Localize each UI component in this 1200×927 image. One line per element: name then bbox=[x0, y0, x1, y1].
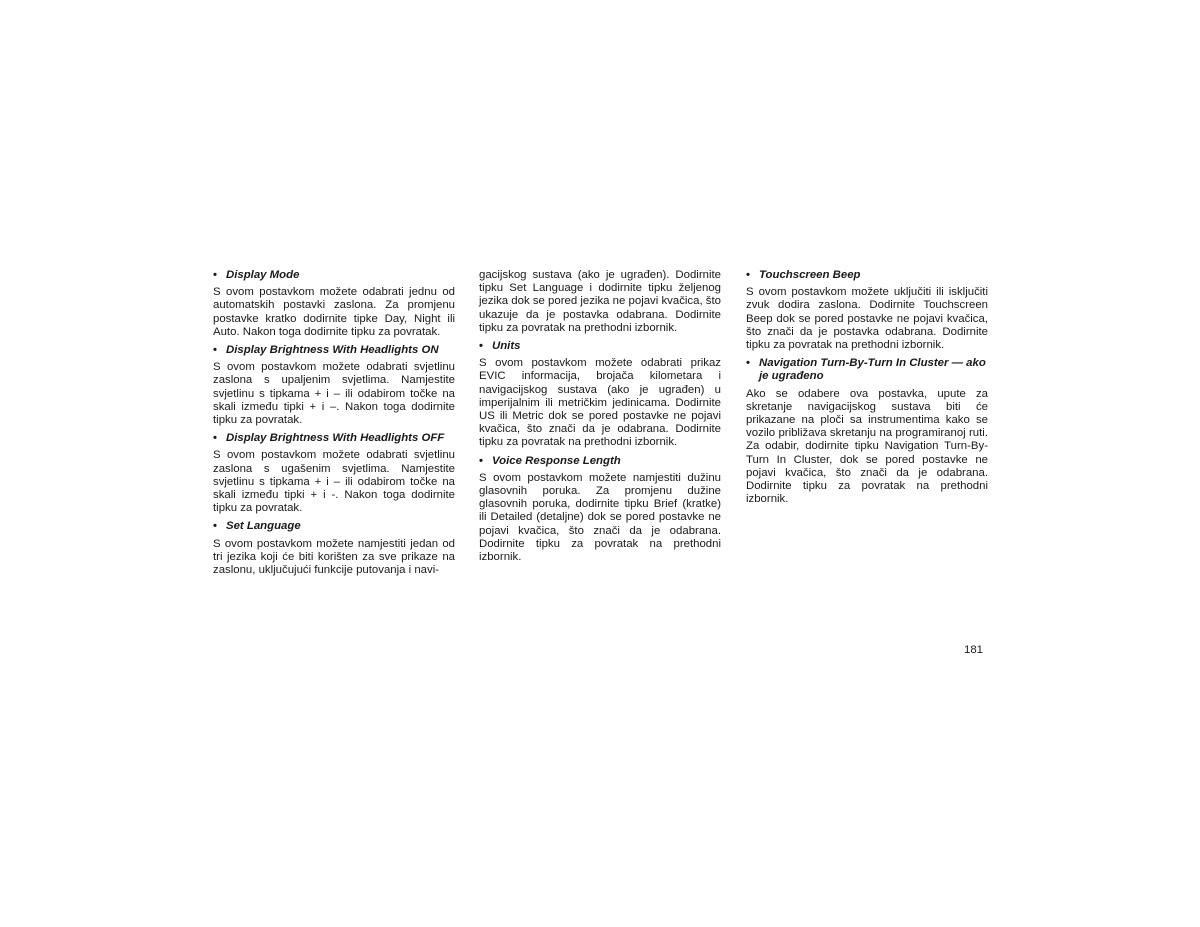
section-paragraph-navigation-cluster: Ako se odabere ova postavka, upute za skretanje navigacijskog sustava biti će prikazane na ploči sa instrumentima kako se vozilo približava skretanju na programiranoj ruti. Za odabir, dodirnite tipku Navigation Turn-By-Turn In Cluster, dok se pored postavke ne pojavi kvačica, što znači da je odabrana. Dodirnite tipku za povratak na prethodni izbornik. bbox=[746, 387, 988, 506]
bullet-icon: • bbox=[213, 432, 217, 445]
bullet-icon: • bbox=[746, 357, 750, 370]
section-paragraph-units: S ovom postavkom možete odabrati prikaz EVIC informacija, brojača kilometara i navigacijskog sustava (ako je ugrađen) u imperijalnim ili metričkim jedinicama. Dodirnite US ili Metric dok se pored postavke ne pojavi kvačica, što znači da je odabrana. Dodirnite tipku za povratak na prethodni izbornik. bbox=[479, 357, 721, 449]
section-heading-brightness-off: • Display Brightness With Headlights OFF bbox=[213, 432, 445, 445]
section-paragraph-set-language-continued: gacijskog sustava (ako je ugrađen). Dodirnite tipku Set Language i dodirnite tipku željenog jezika dok se pored jezika ne pojavi kvačica, što ukazuje da je postavka odabrana. Dodirnite tipku za povratak na prethodni izbornik. bbox=[479, 269, 721, 334]
section-paragraph-brightness-on: S ovom postavkom možete odabrati svjetlinu zaslona s upaljenim svjetlima. Namjestite svjetlinu s tipkama + i – ili odabirom točke na skali između tipki + i –. Nakon toga dodirnite tipku za povratak. bbox=[213, 361, 455, 427]
section-paragraph-voice-response: S ovom postavkom možete namjestiti dužinu glasovnih poruka. Za promjenu dužine glasovnih poruka, dodirnite tipku Brief (kratke) ili Detailed (detaljne) dok se pored postavke ne pojavi kvačica, što znači da je odabrana. Dodirnite tipku za povratak na prethodni izbornik. bbox=[479, 471, 721, 564]
section-paragraph-brightness-off: S ovom postavkom možete odabrati svjetlinu zaslona s ugašenim svjetlima. Namjestite svjetlinu s tipkama + i – ili odabirom točke na skali između tipki + i -. Nakon toga dodirnite tipku za povratak. bbox=[213, 449, 455, 515]
bullet-icon: • bbox=[479, 340, 483, 353]
section-heading-brightness-on: • Display Brightness With Headlights ON bbox=[213, 344, 439, 357]
section-heading-set-language: • Set Language bbox=[213, 520, 301, 533]
section-heading-units: • Units bbox=[479, 340, 521, 353]
section-heading-touchscreen-beep: • Touchscreen Beep bbox=[746, 269, 861, 281]
bullet-icon: • bbox=[213, 269, 217, 281]
bullet-icon: • bbox=[213, 520, 217, 533]
section-paragraph-touchscreen-beep: S ovom postavkom možete uključiti ili isključiti zvuk dodira zaslona. Dodirnite Touchscreen Beep dok se pored postavke ne pojavi kvačica, što znači da je postavka odabrana. Dodirnite tipku za povratak na prethodni izbornik. bbox=[746, 286, 988, 352]
section-heading-voice-response: • Voice Response Length bbox=[479, 454, 621, 467]
bullet-icon: • bbox=[746, 269, 750, 281]
section-heading-navigation-cluster: • Navigation Turn-By-Turn In Cluster — ako je ugrađeno bbox=[746, 357, 986, 383]
text-column-1 bbox=[213, 269, 455, 582]
page-number: 181 bbox=[964, 644, 984, 656]
section-heading-display-mode: • Display Mode bbox=[213, 269, 300, 281]
text-column-3 bbox=[746, 269, 988, 511]
bullet-icon: • bbox=[479, 454, 483, 467]
section-paragraph-set-language: S ovom postavkom možete namjestiti jedan od tri jezika koji će biti korišten za sve prikaze na zaslonu, uključujući funkcije putovanja i navi- bbox=[213, 537, 455, 577]
text-column-2 bbox=[479, 269, 721, 569]
section-paragraph-display-mode: S ovom postavkom možete odabrati jednu od automatskih postavki zaslona. Za promjenu postavke kratko dodirnite tipke Day, Night ili Auto. Nakon toga dodirnite tipku za povratak. bbox=[213, 286, 455, 338]
bullet-icon: • bbox=[213, 344, 217, 357]
